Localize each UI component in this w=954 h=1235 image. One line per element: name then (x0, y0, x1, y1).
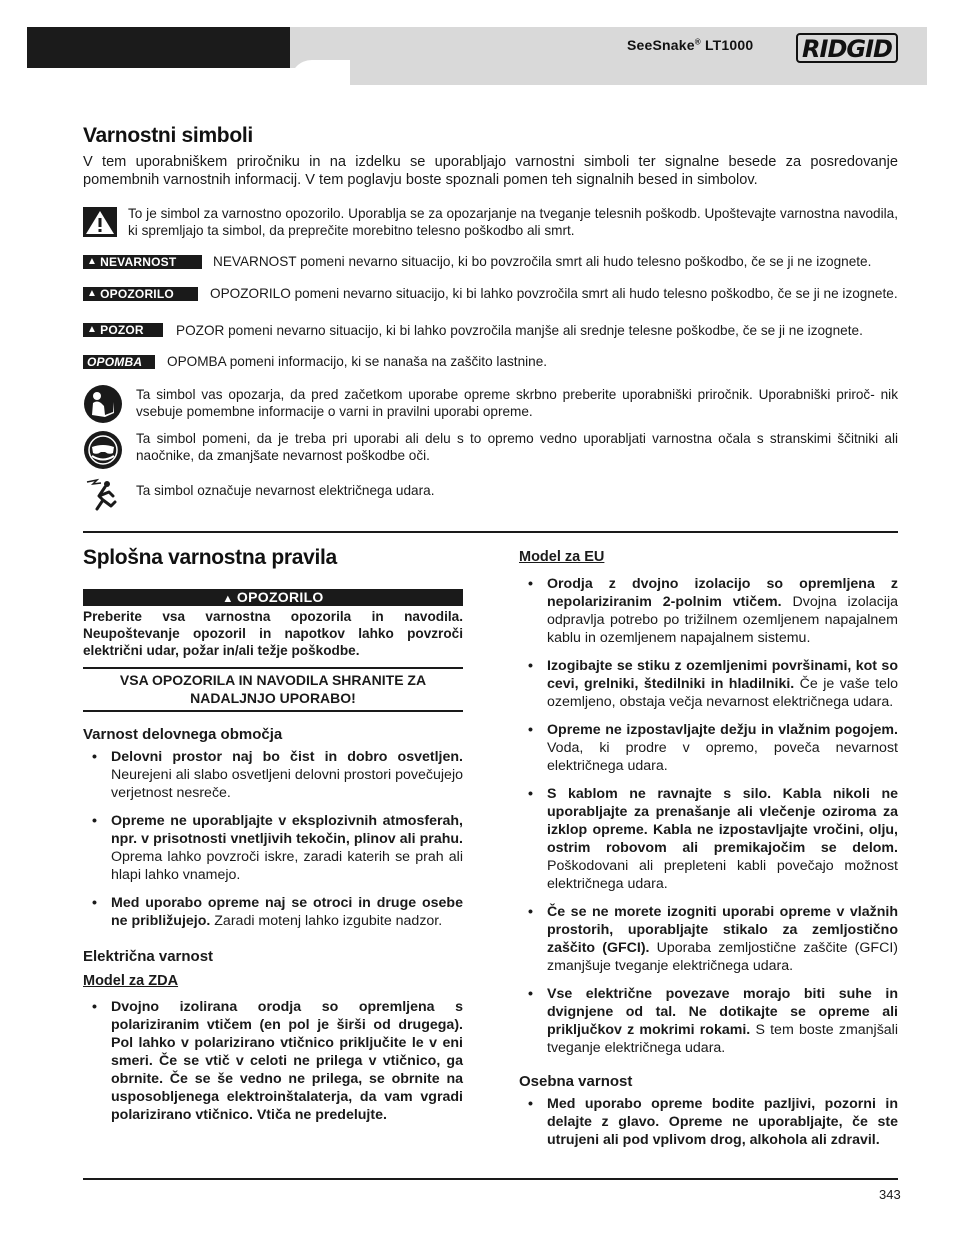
warning-text: Preberite vsa varnostna opozorila in navodila. Neupoštevanje opozoril in napotkov lahko povzroči električni udar, požar in/ali težje poškodbe. (83, 609, 463, 658)
work-area-list (83, 748, 463, 930)
list-item: • Delovni prostor naj bo čist in dobro osvetljen. Neurejeni ali slabo osvetljeni delovni prostori povečujejo verjetnost nesreče. (83, 748, 463, 802)
footer-rule (83, 1178, 898, 1180)
warning-triangle-icon: ▲ (87, 324, 98, 335)
us-model-heading: Model za ZDA (83, 973, 179, 989)
list-item: • Opreme ne uporabljajte v eksplozivnih atmosferah, npr. v prisotnosti vnetljivih tekočin, plinov ali prahu. Oprema lahko povzroči iskre, zaradi katerih se prah ali hlapi lahko vnamejo. (83, 812, 463, 884)
header-lower-band (330, 68, 927, 85)
save-instructions-box: VSA OPOZORILA IN NAVODILA SHRANITE ZA NADALJNJO UPORABO! (83, 667, 463, 712)
signal-word-caution: ▲ POZOR (83, 323, 163, 337)
list-item: • Med uporabo opreme bodite pazljivi, pozorni in delajte z glavo. Opreme ne uporabljajte, če ste utrujeni ali pod vplivom drog, alkohola ali zdravil. (519, 1095, 898, 1149)
list-item: • Dvojno izolirana orodja so opremljena s polariziranim vtičem (en pol je širši od drugega). Pol lahko v polarizirano vtičnico priključite le v eni smeri. Če se vtič v celoti ne prilega v vtičnico, ga obrnite. Če se še vedno ne prilega, se obrnite na usposobljenega elektroinštalaterja, da vam vgradi polarizirano vtičnico. Vtiča ne predelujte. (83, 998, 463, 1124)
safety-alert-icon (83, 207, 117, 237)
read-manual-text: Ta simbol vas opozarja, da pred začetkom uporabe opreme skrbno preberite uporabniški priročnik. Uporabniški priroč- nik vsebuje pomembne informacije o varni in pravilni uporabi opreme. (136, 387, 898, 419)
signal-text-warning: OPOZORILO pomeni nevarno situacijo, ki bi lahko povzročila smrt ali hudo telesno poškodbo, če se ji ne izognete. (210, 286, 898, 301)
list-item: • Med uporabo opreme naj se otroci in druge osebe ne približujejo. Zaradi motenj lahko izgubite nadzor. (83, 894, 463, 930)
header-model-name: SeeSnake® LT1000 (627, 37, 754, 53)
header-curve (290, 60, 350, 85)
header-dark-band (27, 27, 292, 68)
left-column (83, 589, 463, 1134)
signal-text-caution: POZOR pomeni nevarno situacijo, ki bi lahko povzročila manjše ali srednje telesne poškodbe, če se ji ne izognete. (176, 323, 863, 338)
safety-glasses-text: Ta simbol pomeni, da je treba pri uporabi ali delu s to opremo vedno uporabljati varnostna očala s stranskimi ščitniki ali naočnike, da zmanjšate nevarnost poškodbe oči. (136, 431, 898, 463)
eu-model-heading: Model za EU (519, 549, 605, 565)
electrical-safety-heading: Električna varnost (83, 948, 214, 965)
electric-shock-icon (83, 476, 123, 512)
eu-model-list (519, 575, 898, 1057)
list-item: • Izogibajte se stiku z ozemljenimi površinami, kot so cevi, grelniki, štedilniki in hladilniki. Če je vaše telo ozemljeno, obstaja večja nevarnost električnega udara. (519, 657, 898, 711)
right-column (519, 548, 898, 1159)
page-number: 343 (879, 1187, 901, 1202)
work-area-heading: Varnost delovnega območja (83, 726, 283, 743)
warning-triangle-icon: ▲ (87, 256, 98, 267)
signal-text-danger: NEVARNOST pomeni nevarno situacijo, ki bo povzročila smrt ali hudo telesno poškodbo, če se ji ne izognete. (213, 254, 872, 269)
signal-word-danger: ▲ NEVARNOST (83, 255, 202, 269)
list-item: • Orodja z dvojno izolacijo so opremljena z nepolariziranim 2-polnim vtičem. Dvojna izolacija odpravlja potrebo po trižilnem ozemljenem napajalnem kablu in ozemljenem napajalnem sistemu. (519, 575, 898, 647)
brand-name: RIDGID (802, 35, 892, 63)
list-item: • Opreme ne izpostavljajte dežju in vlažnim pogojem. Voda, ki prodre v opremo, poveča nevarnost električnega udara. (519, 721, 898, 775)
safety-glasses-icon (83, 430, 123, 470)
personal-safety-list (519, 1095, 898, 1149)
safety-symbols-title: Varnostni simboli (83, 124, 253, 147)
safety-symbols-intro: V tem uporabniškem priročniku in na izdelku se uporabljajo varnostni simboli ter signalne besede za posredovanje pomembnih varnostnih informacij. V tem poglavju boste spoznali pomen teh signalnih besed in simbolov. (83, 154, 898, 188)
warning-banner: ▲ OPOZORILO (83, 589, 463, 606)
ridgid-logo (796, 33, 898, 63)
warning-triangle-icon: ▲ (222, 593, 237, 605)
us-model-list (83, 998, 463, 1124)
personal-safety-heading: Osebna varnost (519, 1073, 633, 1090)
general-rules-title: Splošna varnostna pravila (83, 546, 337, 569)
list-item: • Če se ne morete izogniti uporabi opreme v vlažnih prostorih, uporabljajte stikalo za zemljostično zaščito (GFCI). Uporaba zemljostične zaščite (GFCI) zmanjšuje tveganje električnega udara. (519, 903, 898, 975)
safety-alert-text: To je simbol za varnostno opozorilo. Uporablja se za opozarjanje na tveganje telesnih poškodb. Upoštevajte varnostna navodila, ki spremljajo ta simbol, da preprečite morebitno telesno poškodbo ali smrt. (128, 206, 898, 238)
list-item: • Vse električne povezave morajo biti suhe in dvignjene od tal. Ne dotikajte se opreme ali priključkov z mokrimi rokami. S tem boste zmanjšali tveganje električnega udara. (519, 985, 898, 1057)
signal-word-notice: OPOMBA (83, 355, 155, 369)
section-divider (83, 531, 898, 533)
signal-text-notice: OPOMBA pomeni informacijo, ki se nanaša na zaščito lastnine. (167, 354, 548, 369)
list-item: • S kablom ne ravnajte s silo. Kabla nikoli ne uporabljajte za prenašanje ali vlečenje oziroma za izklop opreme. Kabla ne izpostavljajte vročini, olju, ostrim robovom ali premikajočim se delom. Poškodovani ali prepleteni kabli povečajo možnost električnega udara. (519, 785, 898, 893)
electric-shock-text: Ta simbol označuje nevarnost električnega udara. (136, 483, 435, 498)
signal-word-warning: ▲ OPOZORILO (83, 287, 198, 301)
read-manual-icon (83, 384, 123, 424)
warning-triangle-icon: ▲ (87, 288, 98, 299)
